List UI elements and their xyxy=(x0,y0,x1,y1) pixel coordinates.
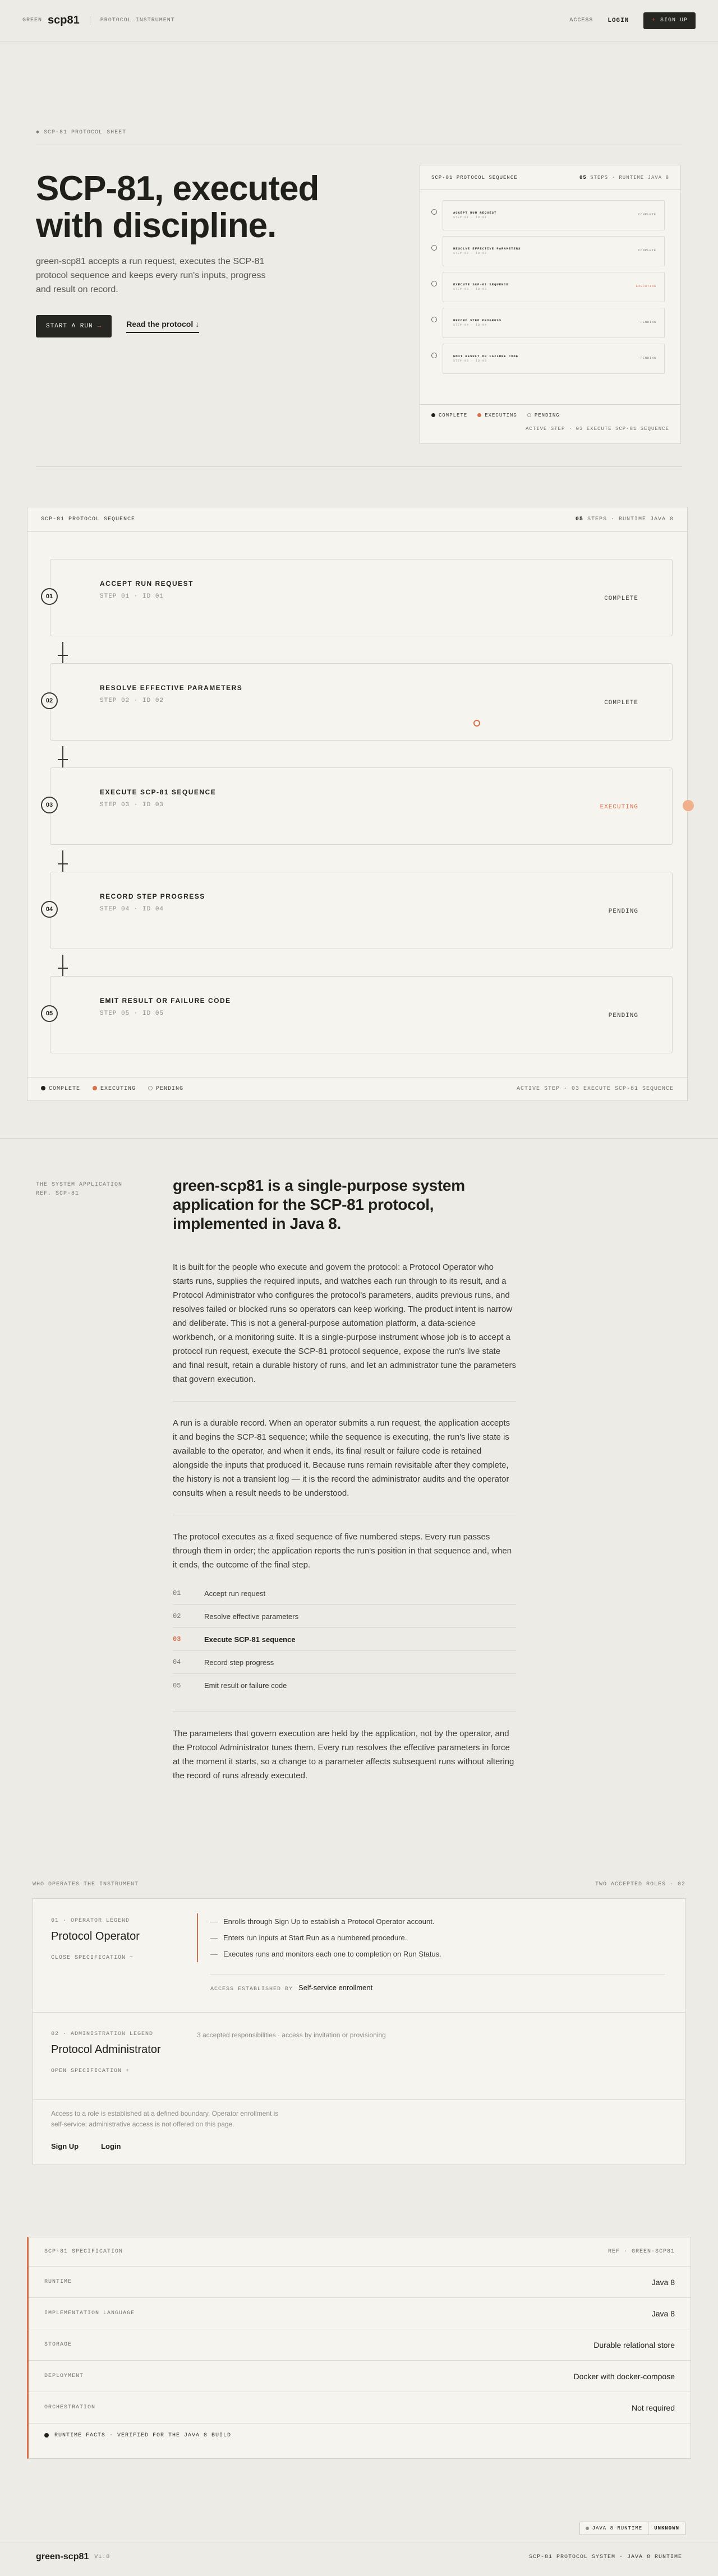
preview-step xyxy=(431,340,669,376)
read-protocol-link[interactable]: Read the protocol ↓ xyxy=(126,320,199,333)
table-row xyxy=(29,2329,691,2361)
preview-legend: COMPLETE EXECUTING PENDING xyxy=(431,413,669,418)
divider xyxy=(33,2099,685,2100)
step-status: COMPLETE xyxy=(604,595,638,602)
list-item: 01 Accept run request xyxy=(173,1582,516,1605)
list-item: 02 Resolve effective parameters xyxy=(173,1605,516,1628)
spec-value: Java 8 xyxy=(651,2309,675,2318)
spec-value: Not required xyxy=(631,2403,675,2412)
brand-prefix: GREEN xyxy=(22,17,43,24)
preview-step-card xyxy=(443,200,665,230)
step-status: PENDING xyxy=(608,908,638,915)
preview-step xyxy=(431,304,669,340)
step-title: RESOLVE EFFECTIVE PARAMETERS xyxy=(100,684,243,692)
preview-step-title: RECORD STEP PROGRESS xyxy=(453,318,502,322)
complete-dot-icon xyxy=(431,413,435,417)
list-item-active: 03 Execute SCP-81 sequence xyxy=(173,1628,516,1651)
status-legend: COMPLETE EXECUTING PENDING xyxy=(41,1086,183,1092)
signup-label: SIGN UP xyxy=(660,17,688,24)
about-section xyxy=(173,1176,516,1783)
preview-footer xyxy=(420,404,680,443)
pending-dot-icon xyxy=(527,413,531,417)
preview-step-status: PENDING xyxy=(640,357,656,360)
start-run-button[interactable] xyxy=(36,315,112,337)
preview-active-step: ACTIVE STEP · 03 EXECUTE SCP-81 SEQUENCE xyxy=(525,426,669,432)
sequence-title: SCP-81 PROTOCOL SEQUENCE xyxy=(41,516,136,522)
divider xyxy=(36,466,682,467)
step-status: PENDING xyxy=(608,1012,638,1019)
role-label: 01 · OPERATOR LEGEND xyxy=(51,1918,130,1924)
step-title: ACCEPT RUN REQUEST xyxy=(100,580,194,588)
executing-dot-icon xyxy=(477,413,481,417)
step-card xyxy=(50,976,673,1053)
login-link[interactable]: Login xyxy=(101,2142,121,2150)
role-note: 3 accepted responsibilities · access by invitation or provisioning xyxy=(197,2031,386,2039)
spec-key: DEPLOYMENT xyxy=(44,2373,84,2379)
about-paragraph: The protocol executes as a fixed sequence of five numbered steps. Every run passes through them in order; the application reports the run's position in that sequence and, when it ends, the outcome of the final step. xyxy=(173,1532,512,1570)
step-card xyxy=(50,872,673,949)
brand-logo[interactable]: scp81 xyxy=(48,14,80,26)
step-card xyxy=(50,559,673,636)
role-name: Protocol Operator xyxy=(51,1930,140,1943)
preview-step-card xyxy=(443,344,665,374)
role-responsibilities xyxy=(197,1913,441,1962)
preview-step-sub: STEP 05 · ID 05 xyxy=(453,359,487,363)
preview-title: SCP-81 PROTOCOL SEQUENCE xyxy=(431,174,518,181)
step-number: 03 xyxy=(41,797,58,813)
about-side-ref: REF. SCP-81 xyxy=(36,1191,80,1197)
access-footnote: Access to a role is established at a defined boundary. Operator enrollment is self-service; administrative access is not offered on this page. xyxy=(51,2110,279,2128)
preview-step-sub: STEP 02 · ID 02 xyxy=(453,252,487,255)
step-card xyxy=(50,767,673,845)
status-dot-icon xyxy=(586,2527,589,2530)
step-marker-icon xyxy=(431,281,437,286)
runtime-badge xyxy=(579,2522,685,2535)
step-marker-icon xyxy=(431,245,437,251)
preview-step-title: EXECUTE SCP-81 SEQUENCE xyxy=(453,283,509,286)
hero-eyebrow xyxy=(36,129,126,136)
step-number: 01 xyxy=(41,588,58,605)
step-title: RECORD STEP PROGRESS xyxy=(100,892,205,900)
step-id: STEP 05 · ID 05 xyxy=(100,1010,164,1017)
spec-value: Docker with docker-compose xyxy=(573,2371,675,2381)
executing-dot-icon xyxy=(93,1086,97,1090)
step-title: EXECUTE SCP-81 SEQUENCE xyxy=(100,788,217,796)
list-item: 05 Emit result or failure code xyxy=(173,1681,287,1690)
preview-step xyxy=(431,233,669,269)
about-paragraph: The parameters that govern execution are held by the application, not by the operator, and the Protocol Administrator tunes them. Every run resolves the effective parameters in force at the moment it starts, so a change to a parameter affects subsequent runs without altering the record of runs already executed. xyxy=(173,1729,514,1780)
role-label: 02 · ADMINISTRATION LEGEND xyxy=(51,2031,154,2037)
cursor-ring-icon xyxy=(473,720,480,727)
step-card xyxy=(50,663,673,741)
specification-table xyxy=(27,2237,691,2459)
plus-icon: + xyxy=(651,17,656,24)
hero-title: SCP-81, executed with discipline. xyxy=(36,169,319,245)
preview-step-card xyxy=(443,272,665,302)
list-item: — Executes runs and monitors each one to completion on Run Status. xyxy=(210,1946,441,1962)
preview-step-title: ACCEPT RUN REQUEST xyxy=(453,211,497,215)
preview-step-sub: STEP 04 · ID 04 xyxy=(453,323,487,327)
verified-dot-icon xyxy=(44,2433,49,2438)
roles-title: WHO OPERATES THE INSTRUMENT xyxy=(33,1881,139,1888)
sequence-meta: 05 STEPS · RUNTIME JAVA 8 xyxy=(575,516,674,522)
signup-button[interactable] xyxy=(643,12,696,29)
preview-step-status: EXECUTING xyxy=(636,285,656,288)
preview-step-sub: STEP 03 · ID 03 xyxy=(453,288,487,291)
list-item: 04 Record step progress xyxy=(173,1651,516,1674)
hero-actions xyxy=(36,315,199,337)
about-heading: green-scp81 is a single-purpose system application for the SCP-81 protocol, implemented in Java 8. xyxy=(173,1177,465,1232)
table-row xyxy=(29,2361,691,2392)
spec-key: RUNTIME xyxy=(44,2279,72,2285)
runtime-badge-status: UNKNOWN xyxy=(648,2522,685,2535)
spec-key: STORAGE xyxy=(44,2342,72,2348)
sequence-step[interactable] xyxy=(41,976,673,1055)
preview-step-card xyxy=(443,236,665,266)
signup-link[interactable]: Sign Up xyxy=(51,2142,79,2150)
step-status: EXECUTING xyxy=(600,804,638,811)
access-value: Self-service enrollment xyxy=(298,1983,373,1992)
role-name: Protocol Administrator xyxy=(51,2043,161,2056)
preview-step xyxy=(431,197,669,233)
roles-count: TWO ACCEPTED ROLES · 02 xyxy=(595,1881,685,1888)
preview-steps xyxy=(420,190,680,376)
role-links xyxy=(51,2142,121,2150)
list-item: — Enters run inputs at Start Run as a numbered procedure. xyxy=(210,1930,441,1946)
hero-eyebrow-text: SCP-81 PROTOCOL SHEET xyxy=(44,130,127,136)
sequence-preview-panel xyxy=(420,165,681,444)
preview-meta: 05 STEPS · RUNTIME JAVA 8 xyxy=(579,174,669,181)
access-link[interactable]: ACCESS xyxy=(569,17,593,24)
runtime-badge-label: JAVA 8 RUNTIME xyxy=(579,2522,649,2535)
divider xyxy=(173,1401,516,1402)
step-id: STEP 01 · ID 01 xyxy=(100,593,164,600)
about-paragraph: It is built for the people who execute and govern the protocol: a Protocol Operator who starts runs, supplies the required inputs, and watches each run through to its result, and a Protocol Administrator who configures the protocol's parameters, audits previous runs, and resolves failed or blocked runs so operators can keep working. The product intent is narrow and deliberate. This is not a general-purpose automation platform, a data-science workbench, or a monitoring suite. It is a single-purpose instrument whose job is to accept a protocol run request, execute the SCP-81 protocol sequence, expose the run's live state and final result, retain a durable history of runs, and let an administrator tune the parameters that govern execution. xyxy=(173,1262,517,1384)
hero-section xyxy=(0,41,718,432)
step-id: STEP 03 · ID 03 xyxy=(100,802,164,808)
step-marker-icon xyxy=(431,353,437,358)
close-specification-toggle[interactable]: CLOSE SPECIFICATION − xyxy=(51,1955,134,1961)
top-nav xyxy=(569,12,696,29)
login-link[interactable]: LOGIN xyxy=(607,17,629,24)
pending-dot-icon xyxy=(148,1086,153,1090)
table-row xyxy=(29,2392,691,2424)
sequence-step[interactable] xyxy=(41,559,673,637)
about-side-line: THE SYSTEM APPLICATION xyxy=(36,1182,123,1188)
preview-step-title: EMIT RESULT OR FAILURE CODE xyxy=(453,354,519,358)
table-row xyxy=(29,2298,691,2329)
roles-header xyxy=(33,1881,685,1888)
list-item: — Enrolls through Sign Up to establish a Protocol Operator account. xyxy=(210,1913,441,1930)
footer-tagline: SCP-81 PROTOCOL SYSTEM · JAVA 8 RUNTIME xyxy=(528,2554,682,2560)
step-id: STEP 04 · ID 04 xyxy=(100,906,164,913)
about-side-label xyxy=(36,1181,122,1199)
arrow-right-icon: → xyxy=(97,323,102,330)
footer-version: V1.0 xyxy=(94,2554,111,2560)
step-id: STEP 02 · ID 02 xyxy=(100,697,164,704)
sequence-step[interactable] xyxy=(41,767,673,846)
step-status: COMPLETE xyxy=(604,700,638,706)
footer-brand[interactable]: green-scp81 xyxy=(36,2552,89,2561)
step-title: EMIT RESULT OR FAILURE CODE xyxy=(100,997,231,1005)
active-step-readout: ACTIVE STEP · 03 EXECUTE SCP-81 SEQUENCE xyxy=(516,1086,674,1092)
sequence-step[interactable] xyxy=(41,872,673,950)
step-marker-icon xyxy=(431,317,437,322)
top-navigation-bar xyxy=(0,0,718,41)
spec-title: SCP-81 SPECIFICATION xyxy=(44,2249,123,2255)
spec-value: Durable relational store xyxy=(593,2340,675,2350)
access-label: ACCESS ESTABLISHED BY xyxy=(210,1986,293,1992)
preview-step-card xyxy=(443,308,665,338)
diamond-icon: ◆ xyxy=(36,130,40,136)
preview-step-status: COMPLETE xyxy=(638,249,656,252)
spec-header xyxy=(29,2237,691,2267)
open-specification-toggle[interactable]: OPEN SPECIFICATION + xyxy=(51,2068,130,2074)
preview-step xyxy=(431,269,669,304)
about-paragraph: A run is a durable record. When an operator submits a run request, the application accepts it and begins the SCP-81 sequence; while the sequence is executing, the run's live state is available to the operator, and when it ends, its final result or failure code is retained alongside the inputs that produced it. Because runs remain revisitable after they complete, the history is not a transient log — it is the record the administrator audits and the operator consults when a result needs to be understood. xyxy=(173,1418,510,1498)
sequence-header xyxy=(27,507,687,532)
divider xyxy=(0,1138,718,1139)
step-number: 04 xyxy=(41,901,58,918)
spec-key: IMPLEMENTATION LANGUAGE xyxy=(44,2310,135,2316)
complete-dot-icon xyxy=(41,1086,45,1090)
spec-footer-text: RUNTIME FACTS · VERIFIED FOR THE JAVA 8 BUILD xyxy=(54,2432,232,2439)
sequence-step[interactable] xyxy=(41,663,673,742)
footer xyxy=(36,2552,682,2562)
access-established xyxy=(210,1974,665,1992)
protocol-sequence-panel xyxy=(27,507,688,1101)
spec-key: ORCHESTRATION xyxy=(44,2404,96,2411)
roles-panel xyxy=(33,1898,685,2165)
role-operator xyxy=(33,1899,685,2012)
role-administrator xyxy=(33,2012,685,2099)
spec-ref: REF · GREEN-SCP81 xyxy=(607,2249,675,2255)
step-marker-icon xyxy=(431,209,437,215)
step-number: 05 xyxy=(41,1005,58,1022)
sequence-footer xyxy=(27,1077,687,1100)
executing-indicator-icon xyxy=(683,800,694,811)
preview-header xyxy=(420,165,680,190)
preview-step-status: COMPLETE xyxy=(638,213,656,216)
preview-step-title: RESOLVE EFFECTIVE PARAMETERS xyxy=(453,247,521,251)
protocol-step-list xyxy=(173,1582,516,1697)
start-run-label: START A RUN xyxy=(46,323,93,330)
brand-subtitle: PROTOCOL INSTRUMENT xyxy=(100,17,175,24)
preview-step-sub: STEP 01 · ID 01 xyxy=(453,216,487,219)
spec-footer xyxy=(29,2424,691,2447)
preview-step-status: PENDING xyxy=(640,321,656,324)
hero-lead: green-scp81 accepts a run request, executes the SCP-81 protocol sequence and keeps every run's inputs, progress and result on record. xyxy=(36,257,266,294)
table-row xyxy=(29,2267,691,2298)
spec-value: Java 8 xyxy=(651,2277,675,2287)
step-number: 02 xyxy=(41,692,58,709)
